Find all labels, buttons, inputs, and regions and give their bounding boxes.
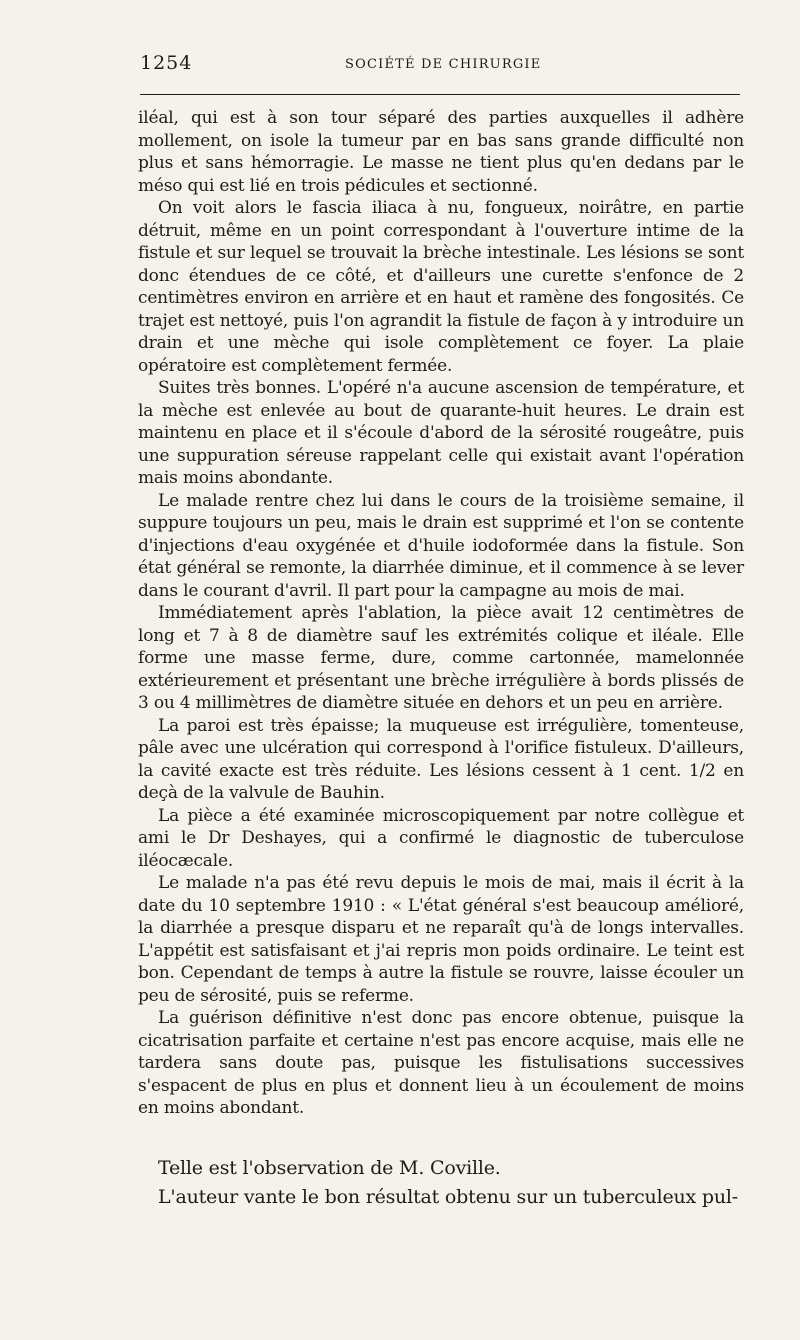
closing-text bbox=[138, 1154, 744, 1212]
closing-line: Telle est l'observation de M. Coville. bbox=[158, 1157, 501, 1179]
paragraph: Immédiatement après l'ablation, la pièce avait 12 centimètres de long et 7 à 8 de diamètre sauf les extrémités colique et iléale. Elle forme une masse ferme, dure, comme cartonnée, mamelonnée extérieurement et présentant une brèche irrégulière à bords plissés de 3 ou 4 millimètres de diamètre située en dehors et un peu en arrière. bbox=[138, 603, 744, 713]
paragraph: La paroi est très épaisse; la muqueuse est irrégulière, tomenteuse, pâle avec une ulcération qui correspond à l'orifice fistuleux. D'ailleurs, la cavité exacte est très réduite. Les lésions cessent à 1 cent. 1/2 en deçà de la valvule de Bauhin. bbox=[138, 715, 744, 803]
paragraph: La guérison définitive n'est donc pas encore obtenue, puisque la cicatrisation parfaite et certaine n'est pas encore acquise, mais elle ne tardera sans doute pas, puisque les fistulisations successives s'espacent de plus en plus et donnent lieu à un écoulement de moins en moins abondant. bbox=[138, 1008, 744, 1118]
body-text bbox=[138, 107, 744, 1120]
closing-line: L'auteur vante le bon résultat obtenu sur un tuberculeux pul- bbox=[158, 1186, 738, 1208]
paragraph: Le malade n'a pas été revu depuis le mois de mai, mais il écrit à la date du 10 septembre 1910 : « L'état général s'est beaucoup amélioré, la diarrhée a presque disparu et ne reparaît qu'à de longs intervalles. L'appétit est satisfaisant et j'ai repris mon poids ordinaire. Le teint est bon. Cependant de temps à autre la fistule se rouvre, laisse écouler un peu de sérosité, puis se referme. bbox=[138, 873, 744, 1006]
paragraph: Le malade rentre chez lui dans le cours de la troisième semaine, il suppure toujours un peu, mais le drain est supprimé et l'on se contente d'injections d'eau oxygénée et d'huile iodoformée dans la fistule. Son état général se remonte, la diarrhée diminue, et il commence à se lever dans le courant d'avril. Il part pour la campagne au mois de mai. bbox=[138, 490, 744, 601]
paragraph: La pièce a été examinée microscopiquement par notre collègue et ami le Dr Deshayes, qui a confirmé le diagnostic de tuberculose iléocæcale. bbox=[138, 805, 744, 871]
page-number: 1254 bbox=[140, 52, 193, 74]
paragraph: On voit alors le fascia iliaca à nu, fongueux, noirâtre, en partie détruit, même en un point correspondant à l'ouverture intime de la fistule et sur lequel se trouvait la brèche intestinale. Les lésions se sont donc étendues de ce côté, et d'ailleurs une curette s'enfonce de 2 centimètres environ en arrière et en haut et ramène des fongosités. Ce trajet est nettoyé, puis l'on agrandit la fistule de façon à y introduire un drain et une mèche qui isole complètement ce foyer. La plaie opératoire est complètement fermée. bbox=[138, 198, 744, 376]
running-title: SOCIÉTÉ DE CHIRURGIE bbox=[345, 57, 542, 72]
paragraph: iléal, qui est à son tour séparé des parties auxquelles il adhère mollement, on isole la tumeur par en bas sans grande difficulté non plus et sans hémorragie. Le masse ne tient plus qu'en dedans par le méso qui est lié en trois pédicules et sectionné. bbox=[138, 108, 744, 196]
paragraph: Suites très bonnes. L'opéré n'a aucune ascension de température, et la mèche est enlevée au bout de quarante-huit heures. Le drain est maintenu en place et il s'écoule d'abord de la sérosité rougeâtre, puis une suppuration séreuse rappelant celle qui existait avant l'opération mais moins abondante. bbox=[138, 378, 744, 488]
header-rule bbox=[140, 94, 740, 95]
page-header bbox=[140, 52, 742, 82]
